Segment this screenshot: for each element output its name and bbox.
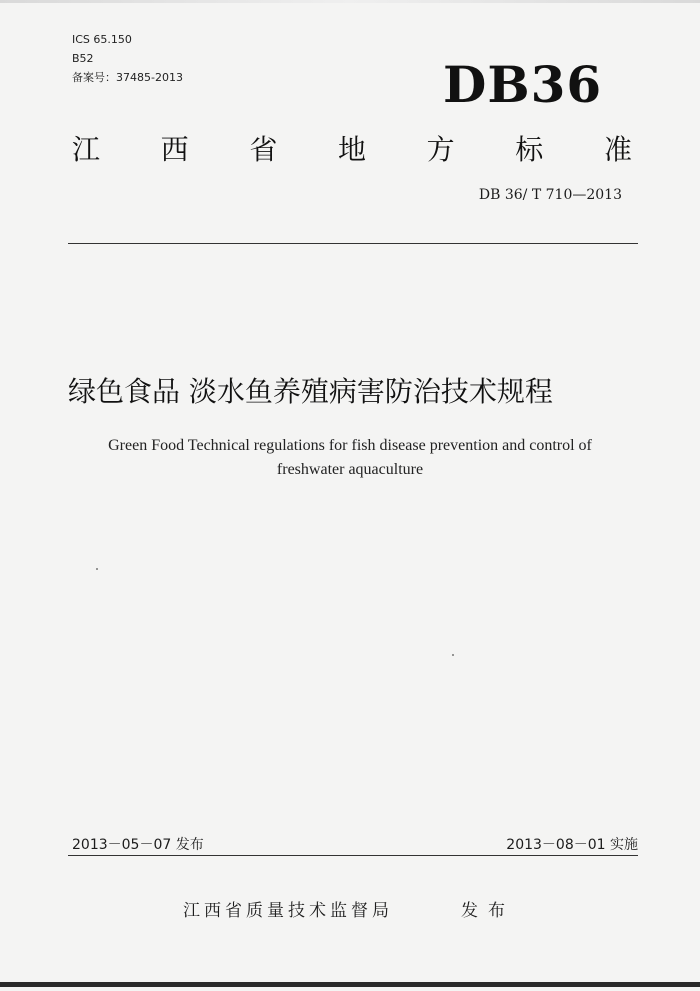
scan-speck [452, 654, 454, 656]
title-char-2: 西 [160, 133, 189, 166]
title-char-4: 地 [337, 133, 366, 166]
document-metadata [72, 30, 183, 87]
record-number: 备案号：37485-2013 [72, 71, 183, 84]
classification-code: B52 [72, 52, 94, 65]
bottom-divider [68, 855, 638, 856]
document-title-en [60, 434, 640, 482]
title-char-3: 省 [249, 133, 278, 166]
ics-code: ICS 65.150 [72, 33, 132, 46]
document-title-cn: 绿色食品 淡水鱼养殖病害防治技术规程 [68, 375, 553, 408]
title-char-6: 标 [515, 133, 544, 166]
standard-number: DB 36/ T 710—2013 [478, 187, 622, 203]
title-en-line-1: Green Food Technical regulations for fish disease prevention and control of [108, 437, 592, 454]
db36-logo: DB36 [443, 55, 603, 114]
title-char-5: 方 [426, 133, 455, 166]
page-bottom-edge [0, 982, 700, 987]
top-divider [68, 243, 638, 244]
title-en-line-2: freshwater aquaculture [276, 461, 424, 478]
scan-speck [96, 568, 98, 570]
issuing-action: 发布 [461, 901, 515, 921]
implementation-date: 2013－08－01 实施 [506, 837, 638, 853]
title-char-1: 江 [72, 133, 101, 166]
title-char-7: 准 [603, 133, 632, 166]
page-top-edge [0, 0, 700, 3]
issue-date: 2013－05－07 发布 [72, 837, 204, 853]
issuing-authority: 江西省质量技术监督局 [183, 901, 393, 921]
standard-type-title [72, 130, 632, 170]
